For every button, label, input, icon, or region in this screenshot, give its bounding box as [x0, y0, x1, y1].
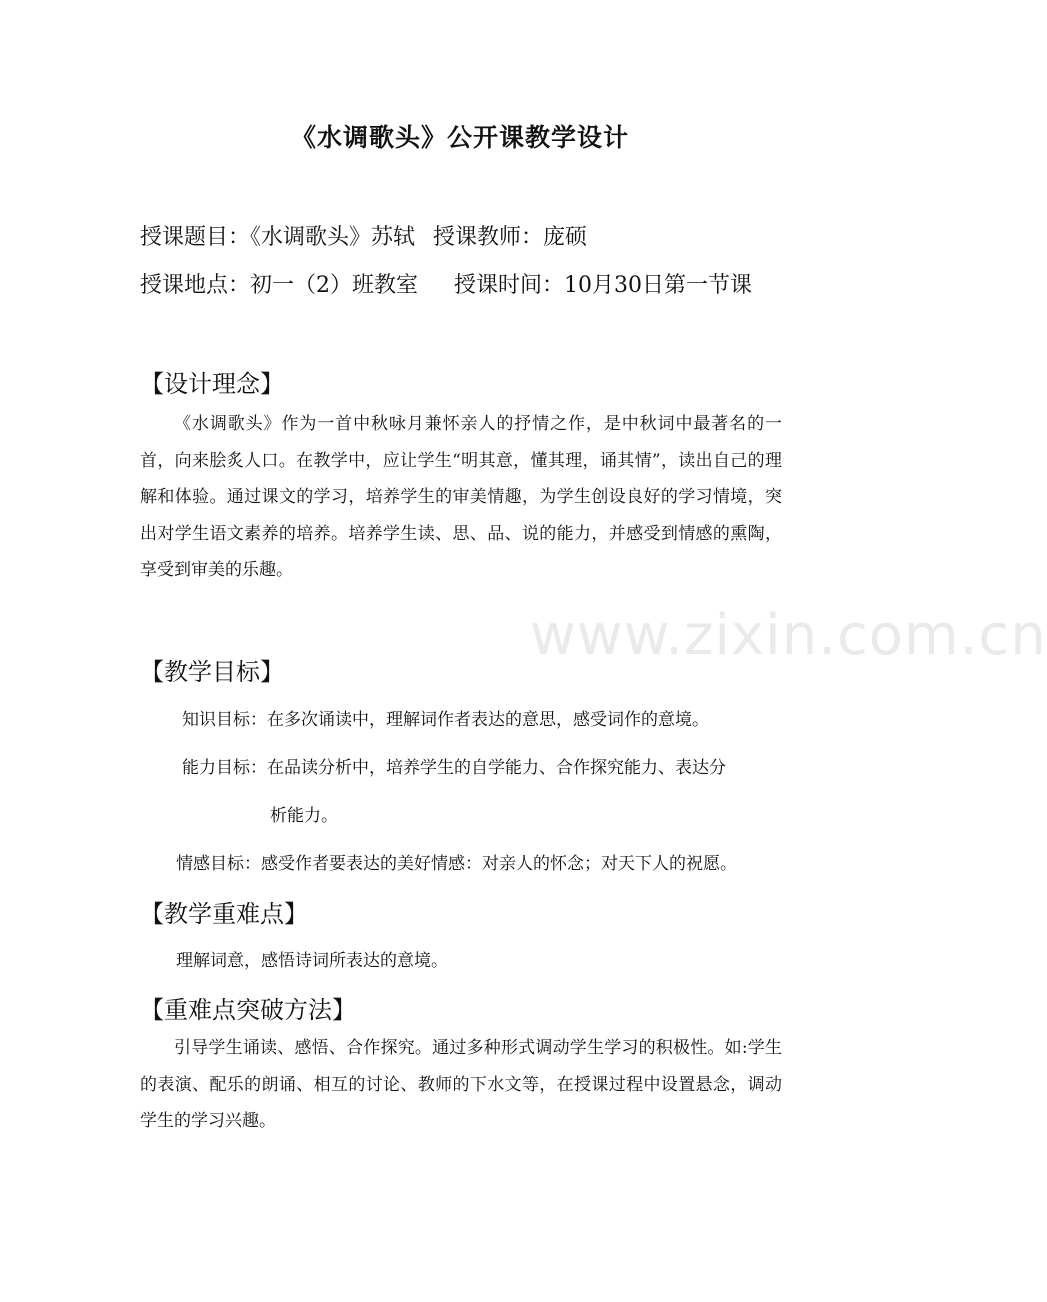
teacher-label: 授课教师： — [433, 225, 544, 250]
time-label: 授课时间： — [454, 273, 565, 298]
watermark: www.zixin.com.cn — [530, 603, 1047, 668]
heading-methods: 【重难点突破方法】 — [140, 996, 356, 1024]
heading-teaching-goals: 【教学目标】 — [140, 658, 284, 686]
place-label: 授课地点： — [140, 273, 251, 298]
subject-label: 授课题目： — [140, 225, 251, 250]
time-value: 10月30日第一节课 — [564, 273, 753, 298]
heading-key-points: 【教学重难点】 — [140, 900, 308, 928]
key-points-body: 理解词意，感悟诗词所表达的意境。 — [176, 951, 448, 971]
place-value: 初一（2）班教室 — [250, 273, 419, 298]
methods-body: 引导学生诵读、感悟、合作探究。通过多种形式调动学生学习的积极性。如:学生的表演、配乐的朗诵、相互的讨论、教师的下水文等，在授课过程中设置悬念，调动学生的学习兴趣。 — [140, 1038, 782, 1131]
teacher-value: 庞硕 — [543, 225, 588, 250]
design-concept-body: 《水调歌头》作为一首中秋咏月兼怀亲人的抒情之作，是中秋词中最著名的一首，向来脍炙人口。在教学中，应让学生“明其意，懂其理，诵其情”，读出自己的理解和体验。通过课文的学习，培养学生的审美情趣，为学生创设良好的学习情境，突出对学生语文素养的培养。培养学生读、思、品、说的能力，并感受到情感的熏陶，享受到审美的乐趣。 — [140, 414, 782, 580]
subject-value: 《水调歌头》苏轼 — [250, 225, 416, 250]
goal-ability-continued: 析能力。 — [270, 806, 338, 826]
document-title: 《水调歌头》公开课教学设计 — [290, 123, 629, 152]
goal-ability: 能力目标：在品读分析中，培养学生的自学能力、合作探究能力、表达分 — [182, 758, 726, 778]
goal-emotion: 情感目标：感受作者要表达的美好情感：对亲人的怀念；对天下人的祝愿。 — [176, 854, 737, 874]
info-line-place-time — [140, 268, 752, 299]
info-line-subject-teacher — [140, 220, 587, 251]
goal-knowledge: 知识目标：在多次诵读中，理解词作者表达的意思，感受词作的意境。 — [182, 710, 709, 730]
heading-design-concept: 【设计理念】 — [140, 370, 284, 398]
